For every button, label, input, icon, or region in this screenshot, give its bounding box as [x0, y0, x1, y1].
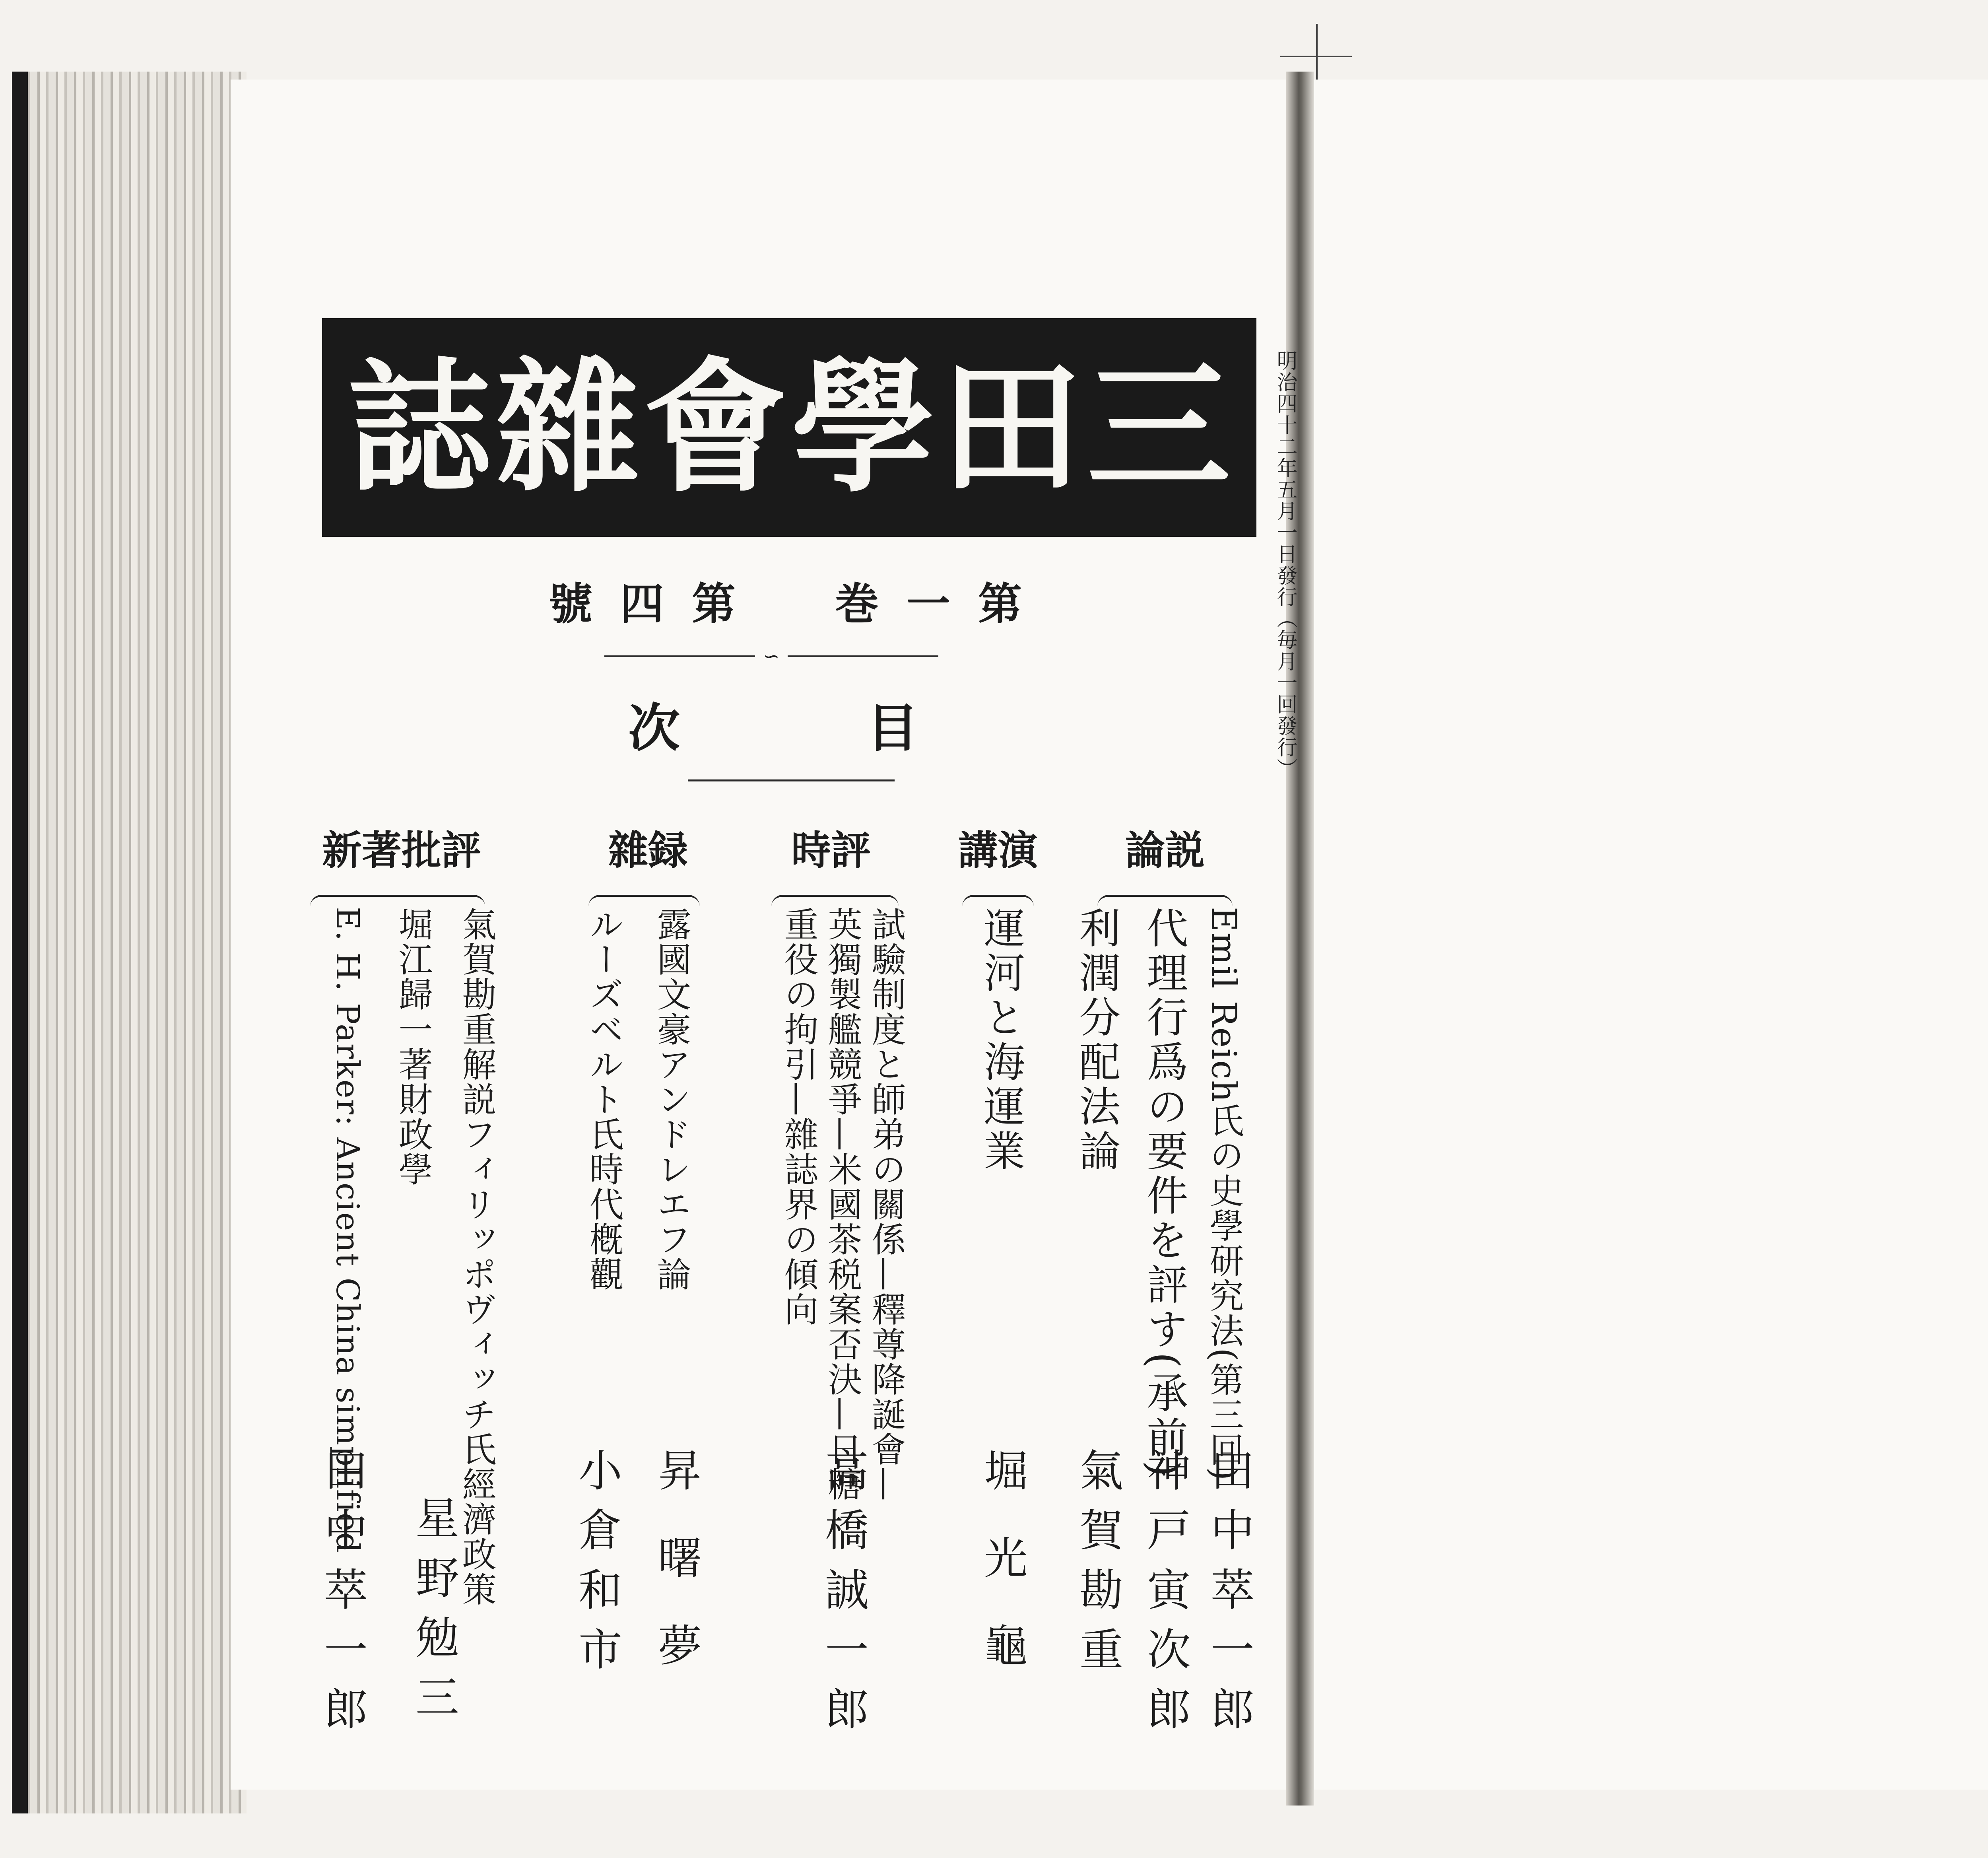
- masthead-char: 會: [644, 343, 787, 511]
- entry-title: 代理行爲の要件を評す: [1140, 907, 1188, 1352]
- volume-number: [549, 565, 1026, 636]
- right-page-blank: [1312, 80, 1988, 1790]
- toc-entry: [1141, 907, 1186, 1480]
- toc-entry: 堀江歸一著財政學: [392, 907, 433, 1187]
- volume-char: 號: [549, 578, 596, 630]
- entry-author: 星野勉三: [408, 1495, 459, 1734]
- toc-entry: 運河と海運業: [977, 907, 1025, 1174]
- entry-author: 田中萃一郎: [317, 1448, 368, 1746]
- volume-char: 第: [978, 578, 1026, 630]
- ornament-curl-icon: ∽: [763, 645, 780, 668]
- entry-note: (第三回): [1204, 1348, 1244, 1481]
- category-zatsuroku: 雜録: [608, 827, 688, 874]
- toc-entry: 重役の拘引—雜誌界の傾向: [778, 907, 818, 1327]
- entry-author: 田中萃一郎: [1204, 1448, 1254, 1746]
- section-brace: [962, 895, 1034, 906]
- book-gutter: [1286, 72, 1314, 1806]
- category-ronsetsu: 論説: [1125, 827, 1205, 874]
- toc-entry: 英獨製艦競爭—米國茶税案否決—日糖: [822, 907, 862, 1502]
- section-brace: [310, 895, 485, 906]
- volume-char: 第: [692, 578, 740, 630]
- toc-entry: [1205, 907, 1242, 1481]
- category-jihyou: 時評: [791, 827, 871, 874]
- toc-entry: E. H. Parker: Ancient China simplified: [329, 907, 366, 1554]
- entry-author: 高橋誠一郎: [818, 1448, 869, 1746]
- ornament-divider: [604, 645, 938, 668]
- entry-author: 氣賀勘重: [1072, 1448, 1123, 1686]
- entry-author: 昇曙夢: [651, 1448, 702, 1710]
- toc-entry: 氣賀勘重解説フィリッポヴィッチ氏經濟政策: [456, 907, 496, 1607]
- crop-mark: [1316, 24, 1318, 80]
- category-kouen: 講演: [958, 827, 1038, 874]
- masthead-char: 學: [791, 343, 935, 511]
- toc-heading: [628, 688, 918, 760]
- toc-entry: 試驗制度と師弟の關係—釋尊降誕會—: [866, 907, 906, 1502]
- masthead-char: 雜: [496, 343, 639, 511]
- masthead-char: 誌: [348, 343, 491, 511]
- section-brace: [588, 895, 700, 906]
- section-brace: [771, 895, 899, 906]
- entry-title: Emil Reich氏の史學研究法: [1204, 907, 1244, 1348]
- volume-char: 一: [907, 578, 954, 630]
- entry-note: (承前): [1140, 1352, 1188, 1480]
- section-brace: [1097, 895, 1233, 906]
- toc-heading-char: 次: [628, 697, 680, 758]
- toc-entry: ルーズベルト氏時代槪觀: [583, 907, 623, 1292]
- crop-mark: [1280, 56, 1352, 57]
- left-page-edges: [12, 72, 247, 1813]
- category-shincho-hihyou: 新著批評: [322, 827, 481, 874]
- heading-rule: [688, 779, 895, 781]
- toc-entry: 利潤分配法論: [1072, 907, 1121, 1174]
- masthead-char: 三: [1087, 343, 1231, 511]
- entry-author: 堀光龜: [977, 1448, 1028, 1710]
- volume-char: 四: [620, 578, 668, 630]
- publication-info: 明治四十二年五月一日發行（毎月一回發行）: [1273, 350, 1297, 779]
- toc-entry: 露國文豪アンドレエフ論: [651, 907, 691, 1292]
- entry-author: 神戸寅次郎: [1140, 1448, 1191, 1746]
- masthead-char: 田: [939, 343, 1083, 511]
- volume-char: 巻: [835, 578, 883, 630]
- entry-author: 小倉和市: [571, 1448, 622, 1686]
- masthead-banner: [322, 318, 1256, 537]
- toc-heading-char: 目: [866, 697, 918, 758]
